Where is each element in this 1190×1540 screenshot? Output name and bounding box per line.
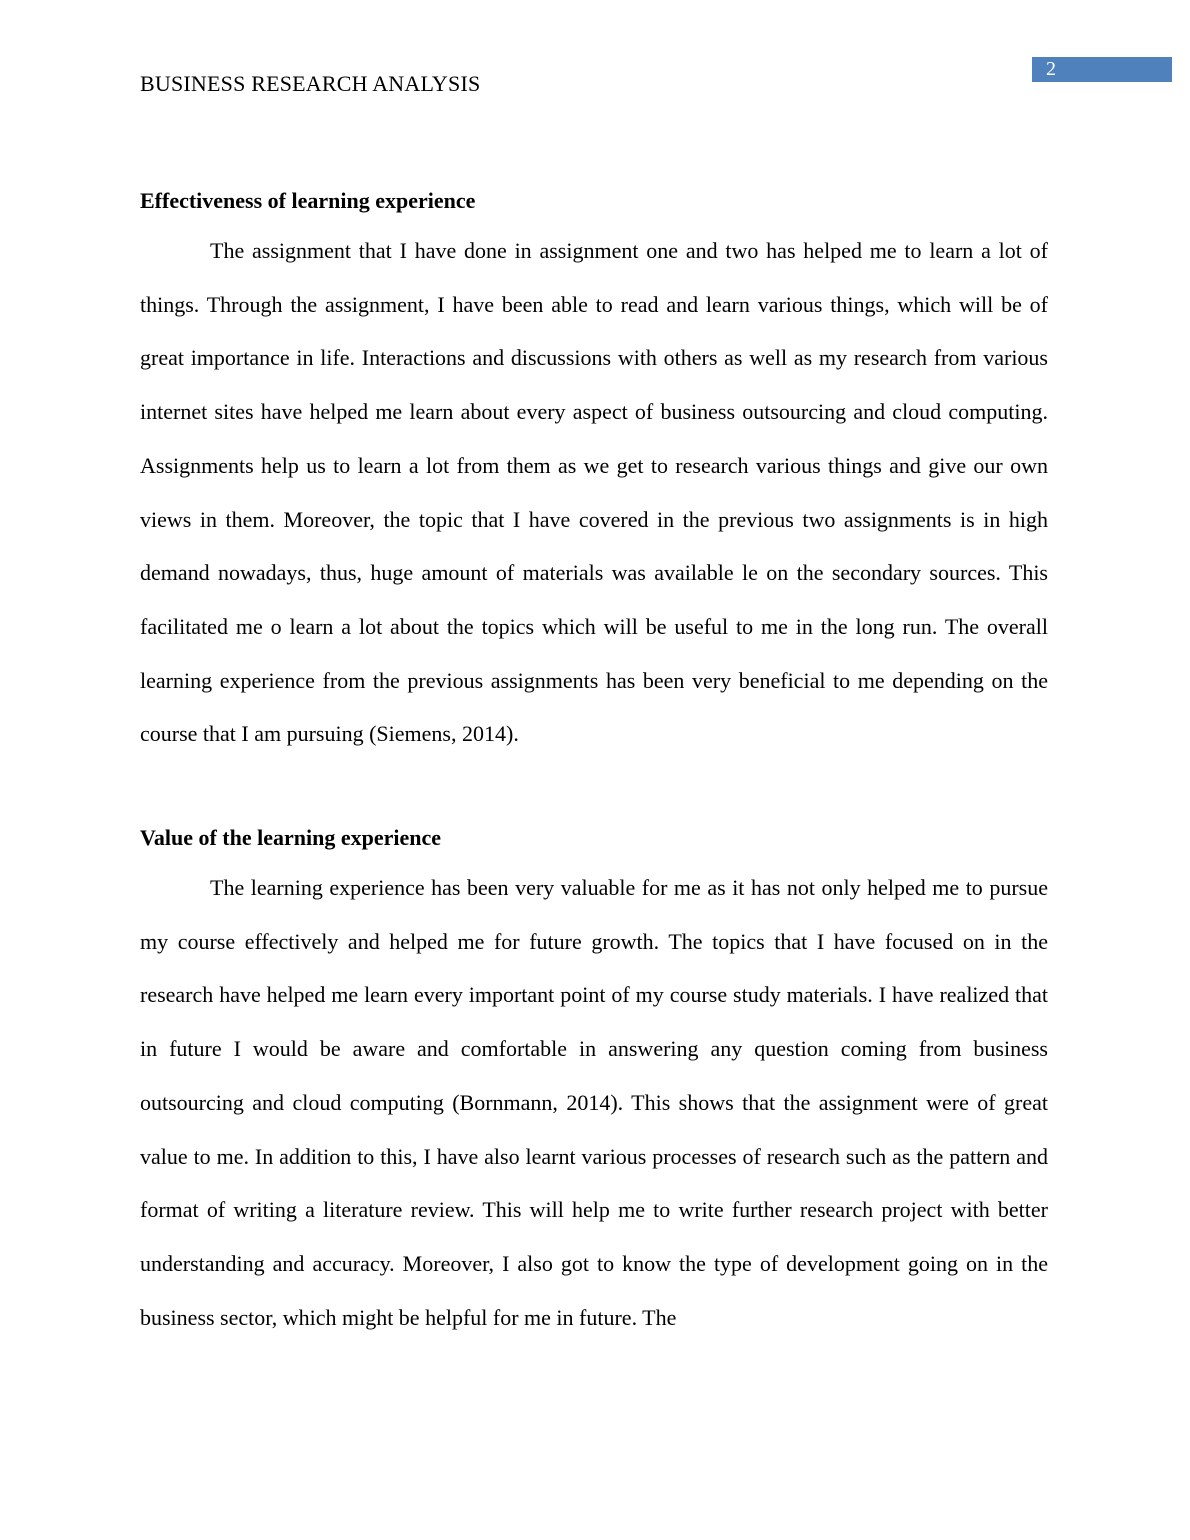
page-number-badge [1032, 57, 1172, 82]
section-heading: Value of the learning experience [140, 825, 442, 850]
body-paragraph: The assignment that I have done in assignment one and two has helped me to learn a lot of things. Through the assignment, I have been able to read and learn various things, which will be of great importance in life. Interactions and discussions with others as well as my research from various internet sites have helped me learn about every aspect of business outsourcing and cloud computing. Assignments help us to learn a lot from them as we get to research various things and give our own views in them. Moreover, the topic that I have covered in the previous two assignments is in high demand nowadays, thus, huge amount of materials was available le on the secondary sources. This facilitated me o learn a lot about the topics which will be useful to me in the long run. The overall learning experience from the previous assignments has been very beneficial to me depending on the course that I am pursuing (Siemens, 2014). [140, 238, 1048, 747]
section-effectiveness [140, 186, 1048, 761]
page-number: 2 [1046, 58, 1056, 80]
running-head: BUSINESS RESEARCH ANALYSIS [140, 71, 481, 96]
section-value [140, 823, 1048, 1344]
body-paragraph: The learning experience has been very valuable for me as it has not only helped me to pursue my course effectively and helped me for future growth. The topics that I have focused on in the research have helped me learn every important point of my course study materials. I have realized that in future I would be aware and comfortable in answering any question coming from business outsourcing and cloud computing (Bornmann, 2014). This shows that the assignment were of great value to me. In addition to this, I have also learnt various processes of research such as the pattern and format of writing a literature review. This will help me to write further research project with better understanding and accuracy. Moreover, I also got to know the type of development going on in the business sector, which might be helpful for me in future. The [140, 875, 1048, 1330]
section-heading: Effectiveness of learning experience [140, 188, 476, 213]
